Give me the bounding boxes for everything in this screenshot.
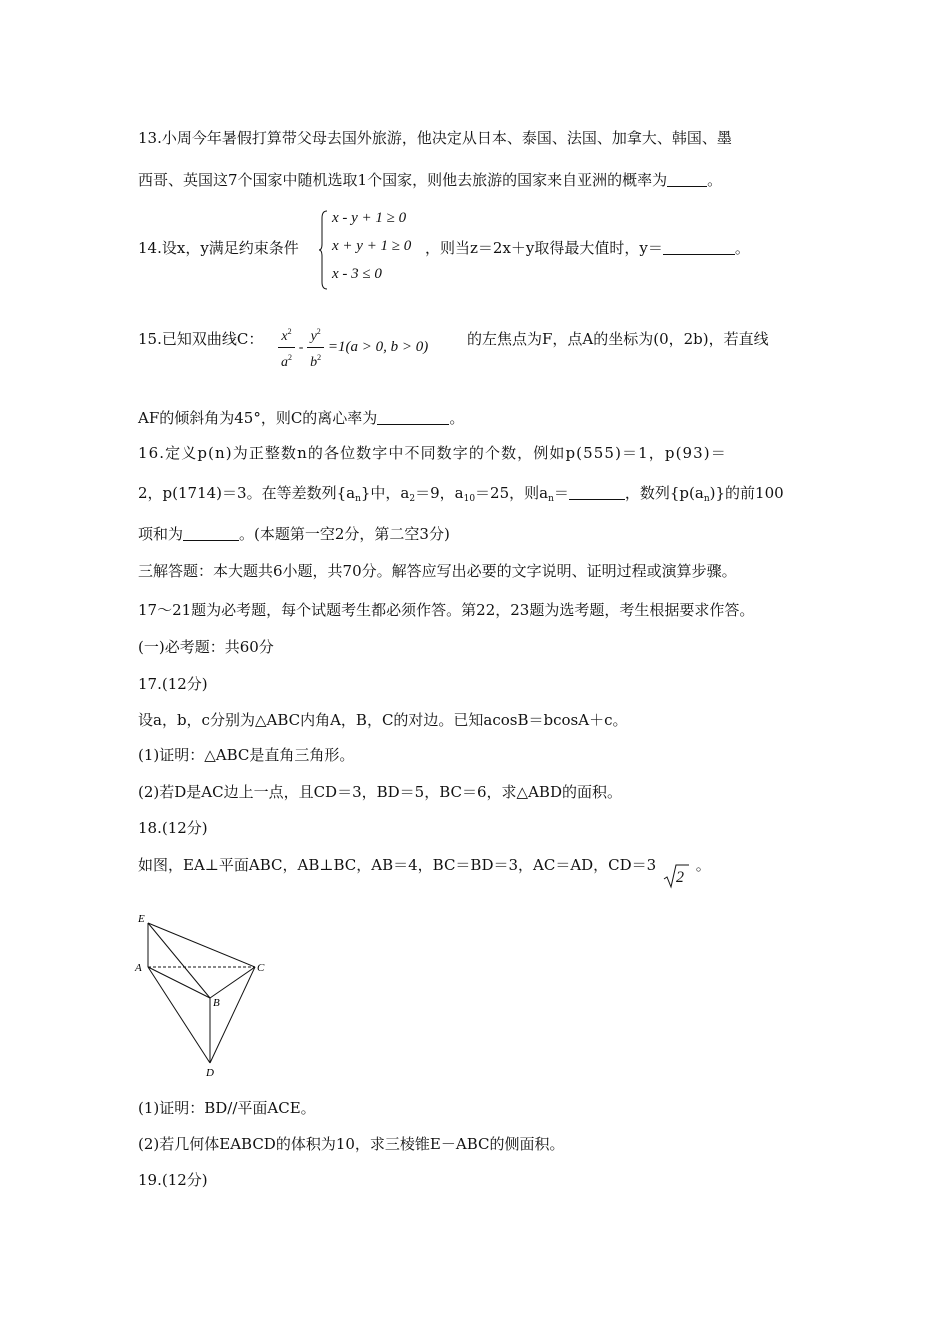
q15-frac-x: [278, 322, 295, 373]
q18-part2: (2)若几何体EABCD的体积为10，求三棱锥E－ABC的侧面积。: [138, 1135, 565, 1153]
q15-frac-x-num-sup: 2: [287, 327, 292, 336]
q16-sub-10: 10: [463, 494, 476, 504]
q18-sqrt: [663, 863, 689, 889]
q18-stem: 如图，EA⊥平面ABC，AB⊥BC，AB＝4，BC＝BD＝3，AC＝AD，CD＝3: [138, 856, 657, 874]
q14-end: 。: [734, 239, 750, 257]
q14-constraint-1: x - y + 1 ≥ 0: [332, 210, 407, 226]
q15-frac-y-den: b: [310, 355, 318, 370]
q17-part1: (1)证明：△ABC是直角三角形。: [138, 746, 355, 764]
q15-frac-y-den-sup: 2: [317, 353, 322, 362]
q15-frac-y-num: y: [310, 329, 317, 344]
q18-stem-line: [138, 855, 711, 889]
q16-l2f: ，数列{p(a: [624, 484, 704, 502]
q13-line2: [138, 170, 722, 190]
q16-l2b: }中，a: [360, 484, 410, 502]
q15-frac-x-num: x: [281, 329, 288, 344]
label-d: D: [206, 1067, 214, 1079]
q15-hyperbola-equation: [278, 322, 428, 373]
q16-l2e: ＝: [553, 484, 569, 502]
label-a: A: [135, 962, 142, 974]
q15-frac-y: [307, 322, 324, 373]
q16-line2: [138, 483, 784, 509]
q14-constraint-2: x + y + 1 ≥ 0: [332, 238, 412, 254]
q18-head: 18.(12分): [138, 819, 208, 837]
label-c: C: [257, 962, 265, 974]
q15-line2-text: AF的倾斜角为45°，则C的离心率为: [138, 409, 378, 427]
q16-sub-n-1: n: [355, 494, 361, 504]
q14-suffix: ，则当z＝2x＋y取得最大值时，y＝: [425, 239, 663, 257]
q17-part2: (2)若D是AC边上一点，且CD＝3，BD＝5，BC＝6，求△ABD的面积。: [138, 783, 622, 801]
q15-answer-blank: [377, 410, 449, 425]
q14-suffix-line: [425, 238, 750, 258]
q19-head: 19.(12分): [138, 1171, 208, 1189]
section3-line2: 17～21题为必考题，每个试题考生都必须作答。第22，23题为选考题，考生根据要求作答。: [138, 601, 755, 619]
q16-l3a: 项和为: [138, 525, 184, 543]
q18-geometry-figure: [130, 905, 280, 1080]
q15-end: 。: [449, 409, 465, 427]
q16-l2a: 2，p(1714)＝3。在等差数列{a: [138, 484, 356, 502]
q15-line2: [138, 408, 464, 428]
q18-sqrt-value: 2: [676, 869, 685, 886]
q16-l2c: ＝9，a: [415, 484, 464, 502]
q14-constraint-3: x - 3 ≤ 0: [332, 266, 382, 282]
q18-part1: (1)证明：BD//平面ACE。: [138, 1099, 316, 1117]
q16-line3: [138, 524, 450, 544]
q15-frac-y-num-sup: 2: [316, 327, 321, 336]
q17-head: 17.(12分): [138, 675, 208, 693]
label-b: B: [213, 997, 220, 1009]
q16-l2g: )}的前100: [709, 484, 784, 502]
q16-l3b: 。(本题第一空2分，第二空3分): [239, 525, 450, 543]
q16-sub-2: 2: [409, 494, 416, 504]
q15-frac-x-den: a: [281, 355, 288, 370]
q13-line2-text: 西哥、英国这7个国家中随机选取1个国家，则他去旅游的国家来自亚洲的概率为: [138, 171, 668, 189]
section3-line3: (一)必考题：共60分: [138, 638, 274, 656]
q15-minus: -: [298, 339, 304, 355]
q15-suffix: 的左焦点为F，点A的坐标为(0，2b)，若直线: [467, 330, 769, 348]
pyramid-diagram: [130, 905, 280, 1080]
q15-frac-x-den-sup: 2: [288, 353, 292, 362]
q14-prefix: 14.设x，y满足约束条件: [138, 239, 299, 257]
q13-answer-blank: [667, 172, 707, 187]
q18-stem-end: 。: [695, 856, 711, 874]
q15-eq-rest: =1(a > 0, b > 0): [327, 338, 429, 355]
q14-answer-blank: [663, 240, 735, 255]
q13-end: 。: [707, 171, 723, 189]
q17-stem: 设a，b，c分别为△ABC内角A，B，C的对边。已知acosB＝bcosA＋c。: [138, 711, 628, 729]
section3-line1: 三解答题：本大题共6小题，共70分。解答应写出必要的文字说明、证明过程或演算步骤。: [138, 562, 737, 580]
label-e: E: [138, 913, 145, 925]
q16-line1: 16.定义p(n)为正整数n的各位数字中不同数字的个数，例如p(555)＝1，p(93)＝: [138, 444, 727, 462]
q16-sub-n-3: n: [703, 494, 710, 504]
q16-answer-blank-2: [183, 526, 239, 541]
q16-sub-n-2: n: [548, 494, 554, 504]
q13-line1: 13.小周今年暑假打算带父母去国外旅游，他决定从日本、泰国、法国、加拿大、韩国、墨: [138, 129, 732, 147]
q16-l2d: ＝25，则a: [475, 484, 549, 502]
q16-answer-blank-1: [569, 485, 625, 500]
left-brace-icon: [318, 210, 328, 290]
q15-prefix: 15.已知双曲线C：: [138, 330, 264, 348]
